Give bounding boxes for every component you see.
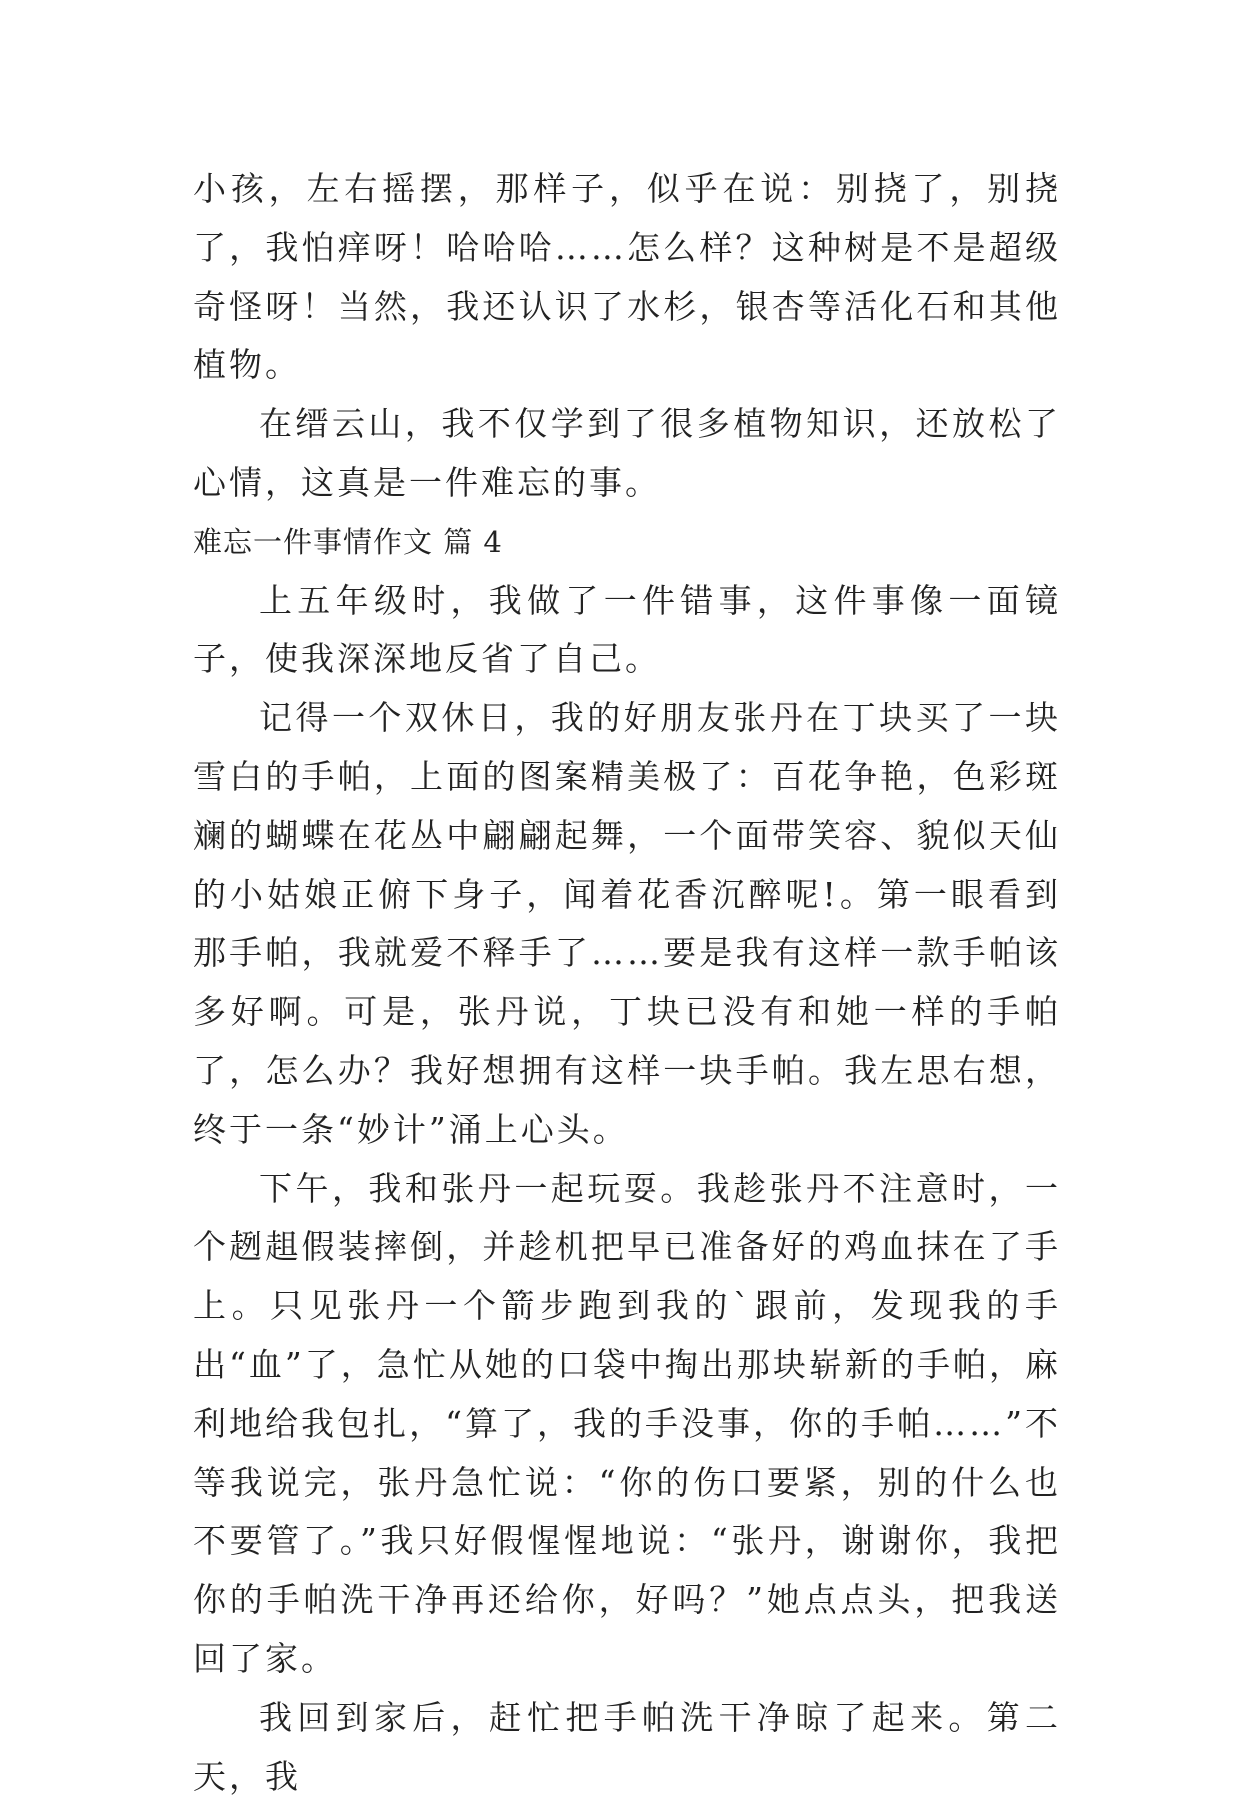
paragraph-continuation: 小孩，左右摇摆，那样子，似乎在说：别挠了，别挠了，我怕痒呀！哈哈哈……怎么样？这种树是不是超级奇怪呀！当然，我还认识了水杉，银杏等活化石和其他植物。 [193, 169, 1061, 385]
paragraph: 上五年级时，我做了一件错事，这件事像一面镜子，使我深深地反省了自己。 [193, 580, 1061, 679]
document-body [193, 160, 1061, 1806]
paragraph: 下午，我和张丹一起玩耍。我趁张丹不注意时，一个趔趄假装摔倒，并趁机把早已准备好的鸡血抹在了手上。只见张丹一个箭步跑到我的`跟前，发现我的手出“血”了，急忙从她的口袋中掏出那块崭新的手帕，麻利地给我包扎，“算了，我的手没事，你的手帕……”不等我说完，张丹急忙说：“你的伤口要紧，别的什么也不要管了。”我只好假惺惺地说：“张丹，谢谢你，我把你的手帕洗干净再还给你，好吗？”她点点头，把我送回了家。 [193, 1168, 1061, 1678]
paragraph: 记得一个双休日，我的好朋友张丹在丁块买了一块雪白的手帕，上面的图案精美极了：百花争艳，色彩斑斓的蝴蝶在花丛中翩翩起舞，一个面带笑容、貌似天仙的小姑娘正俯下身子，闻着花香沉醉呢!。第一眼看到那手帕，我就爱不释手了……要是我有这样一款手帕该多好啊。可是，张丹说，丁块已没有和她一样的手帕了，怎么办？我好想拥有这样一块手帕。我左思右想，终于一条“妙计”涌上心头。 [193, 698, 1061, 1149]
paragraph: 在缙云山，我不仅学到了很多植物知识，还放松了心情，这真是一件难忘的事。 [193, 404, 1061, 502]
section-heading: 难忘一件事情作文 篇 4 [193, 524, 503, 559]
paragraph: 我回到家后，赶忙把手帕洗干净晾了起来。第二天，我 [193, 1697, 1061, 1796]
